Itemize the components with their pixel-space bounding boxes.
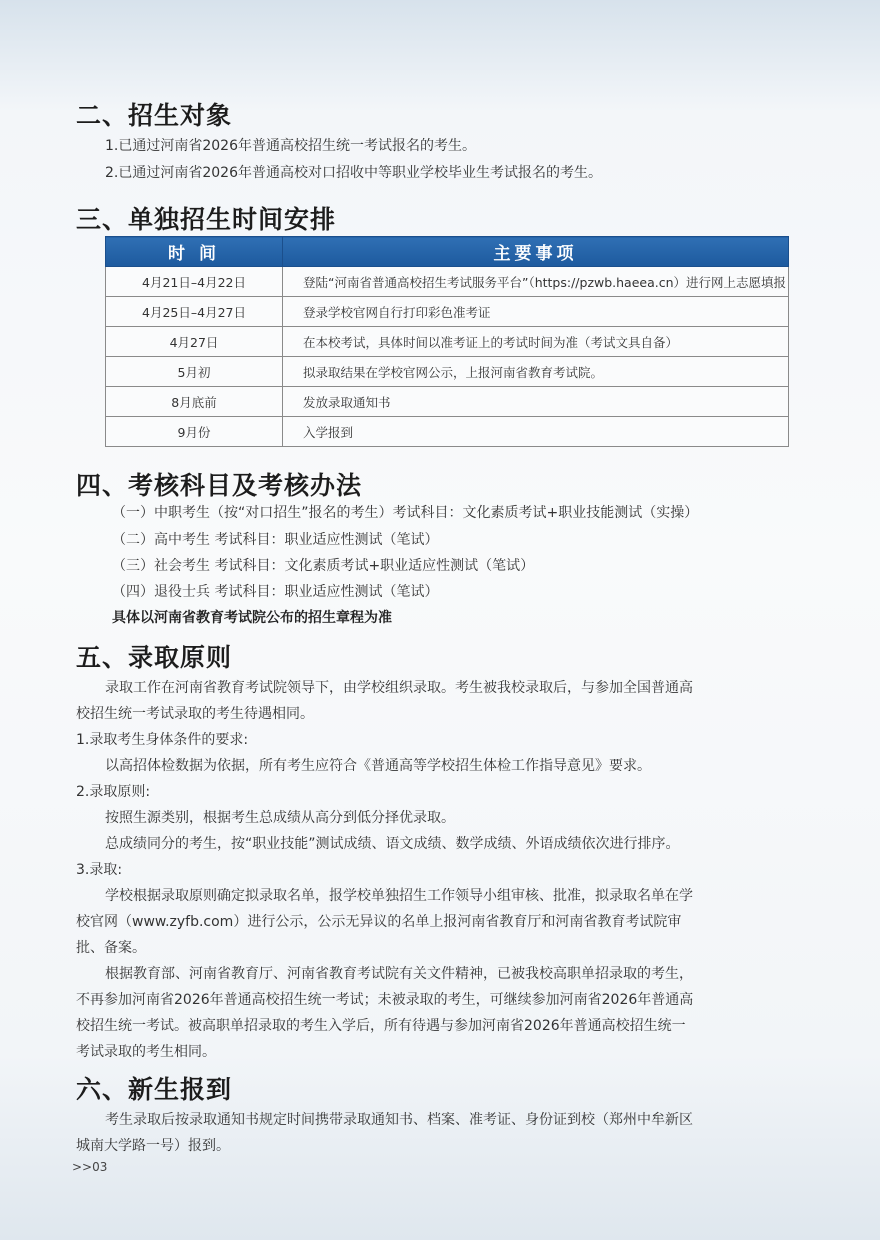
table-cell-item: 登陆“河南省普通高校招生考试服务平台”（https://pzwb.haeea.cn）进行网上志愿填报 <box>283 267 789 297</box>
table-cell-time: 4月25日–4月27日 <box>106 297 283 327</box>
table-header-item: 主要事项 <box>283 237 789 267</box>
table-cell-time: 9月份 <box>106 417 283 447</box>
section-6-heading: 六、新生报到 <box>76 1075 233 1104</box>
table-cell-time: 4月27日 <box>106 327 283 357</box>
sec5-paragraph-line: 录取工作在河南省教育考试院领导下，由学校组织录取。考生被我校录取后，与参加全国普通高 <box>105 680 693 696</box>
sec6-paragraph-line: 考生录取后按录取通知书规定时间携带录取通知书、档案、准考证、身份证到校（郑州中牟新区 <box>105 1112 693 1128</box>
sec5-subheading-2: 2.录取原则: <box>76 784 151 800</box>
sec2-item-1: 1.已通过河南省2026年普通高校招生统一考试报名的考生。 <box>105 138 476 154</box>
table-row <box>106 267 789 297</box>
sec6-paragraph-line: 城南大学路一号）报到。 <box>76 1138 230 1154</box>
sec5-paragraph-line: 校招生统一考试录取的考生待遇相同。 <box>76 706 314 722</box>
section-5-heading: 五、录取原则 <box>76 643 233 672</box>
sec5-paragraph-line: 批、备案。 <box>76 940 146 956</box>
sec4-item-2: （二）高中考生 考试科目：职业适应性测试（笔试） <box>112 532 439 548</box>
sec5-paragraph-line: 考试录取的考生相同。 <box>76 1044 216 1060</box>
sec5-paragraph-line: 总成绩同分的考生，按“职业技能”测试成绩、语文成绩、数学成绩、外语成绩依次进行排序。 <box>105 836 680 852</box>
sec5-paragraph-line: 以高招体检数据为依据，所有考生应符合《普通高等学校招生体检工作指导意见》要求。 <box>105 758 651 774</box>
sec4-item-1: （一）中职考生（按“对口招生”报名的考生）考试科目：文化素质考试+职业技能测试（实操） <box>112 505 699 521</box>
table-cell-time: 4月21日–4月22日 <box>106 267 283 297</box>
sec4-item-4: （四）退役士兵 考试科目：职业适应性测试（笔试） <box>112 584 439 600</box>
table-cell-item: 在本校考试，具体时间以准考证上的考试时间为准（考试文具自备） <box>283 327 789 357</box>
table-cell-time: 5月初 <box>106 357 283 387</box>
table-header-row <box>106 237 789 267</box>
sec4-note: 具体以河南省教育考试院公布的招生章程为准 <box>112 610 392 626</box>
page-number: >>03 <box>72 1160 108 1174</box>
table-cell-item: 拟录取结果在学校官网公示，上报河南省教育考试院。 <box>283 357 789 387</box>
section-3-heading: 三、单独招生时间安排 <box>76 205 337 234</box>
sec5-paragraph-line: 校招生统一考试。被高职单招录取的考生入学后，所有待遇与参加河南省2026年普通高校招生统一 <box>76 1018 686 1034</box>
sec4-item-3: （三）社会考生 考试科目：文化素质考试+职业适应性测试（笔试） <box>112 558 535 574</box>
table-cell-item: 发放录取通知书 <box>283 387 789 417</box>
table-row <box>106 417 789 447</box>
sec5-paragraph-line: 根据教育部、河南省教育厅、河南省教育考试院有关文件精神，已被我校高职单招录取的考生， <box>105 966 693 982</box>
sec5-subheading-3: 3.录取: <box>76 862 123 878</box>
table-row <box>106 387 789 417</box>
sec2-item-2: 2.已通过河南省2026年普通高校对口招收中等职业学校毕业生考试报名的考生。 <box>105 165 602 181</box>
schedule-table <box>105 236 789 447</box>
table-row <box>106 327 789 357</box>
table-cell-time: 8月底前 <box>106 387 283 417</box>
section-2-heading: 二、招生对象 <box>76 101 233 130</box>
sec5-paragraph-line: 按照生源类别，根据考生总成绩从高分到低分择优录取。 <box>105 810 455 826</box>
section-4-heading: 四、考核科目及考核办法 <box>76 471 363 500</box>
table-row <box>106 357 789 387</box>
sec5-subheading-1: 1.录取考生身体条件的要求: <box>76 732 249 748</box>
table-cell-item: 入学报到 <box>283 417 789 447</box>
table-header-time: 时 间 <box>106 237 283 267</box>
table-row <box>106 297 789 327</box>
table-cell-item: 登录学校官网自行打印彩色准考证 <box>283 297 789 327</box>
sec5-paragraph-line: 学校根据录取原则确定拟录取名单，报学校单独招生工作领导小组审核、批准，拟录取名单在学 <box>105 888 693 904</box>
sec5-paragraph-line: 不再参加河南省2026年普通高校招生统一考试；未被录取的考生，可继续参加河南省2026年普通高 <box>76 992 694 1008</box>
sec5-paragraph-line: 校官网（www.zyfb.com）进行公示，公示无异议的名单上报河南省教育厅和河南省教育考试院审 <box>76 914 682 930</box>
